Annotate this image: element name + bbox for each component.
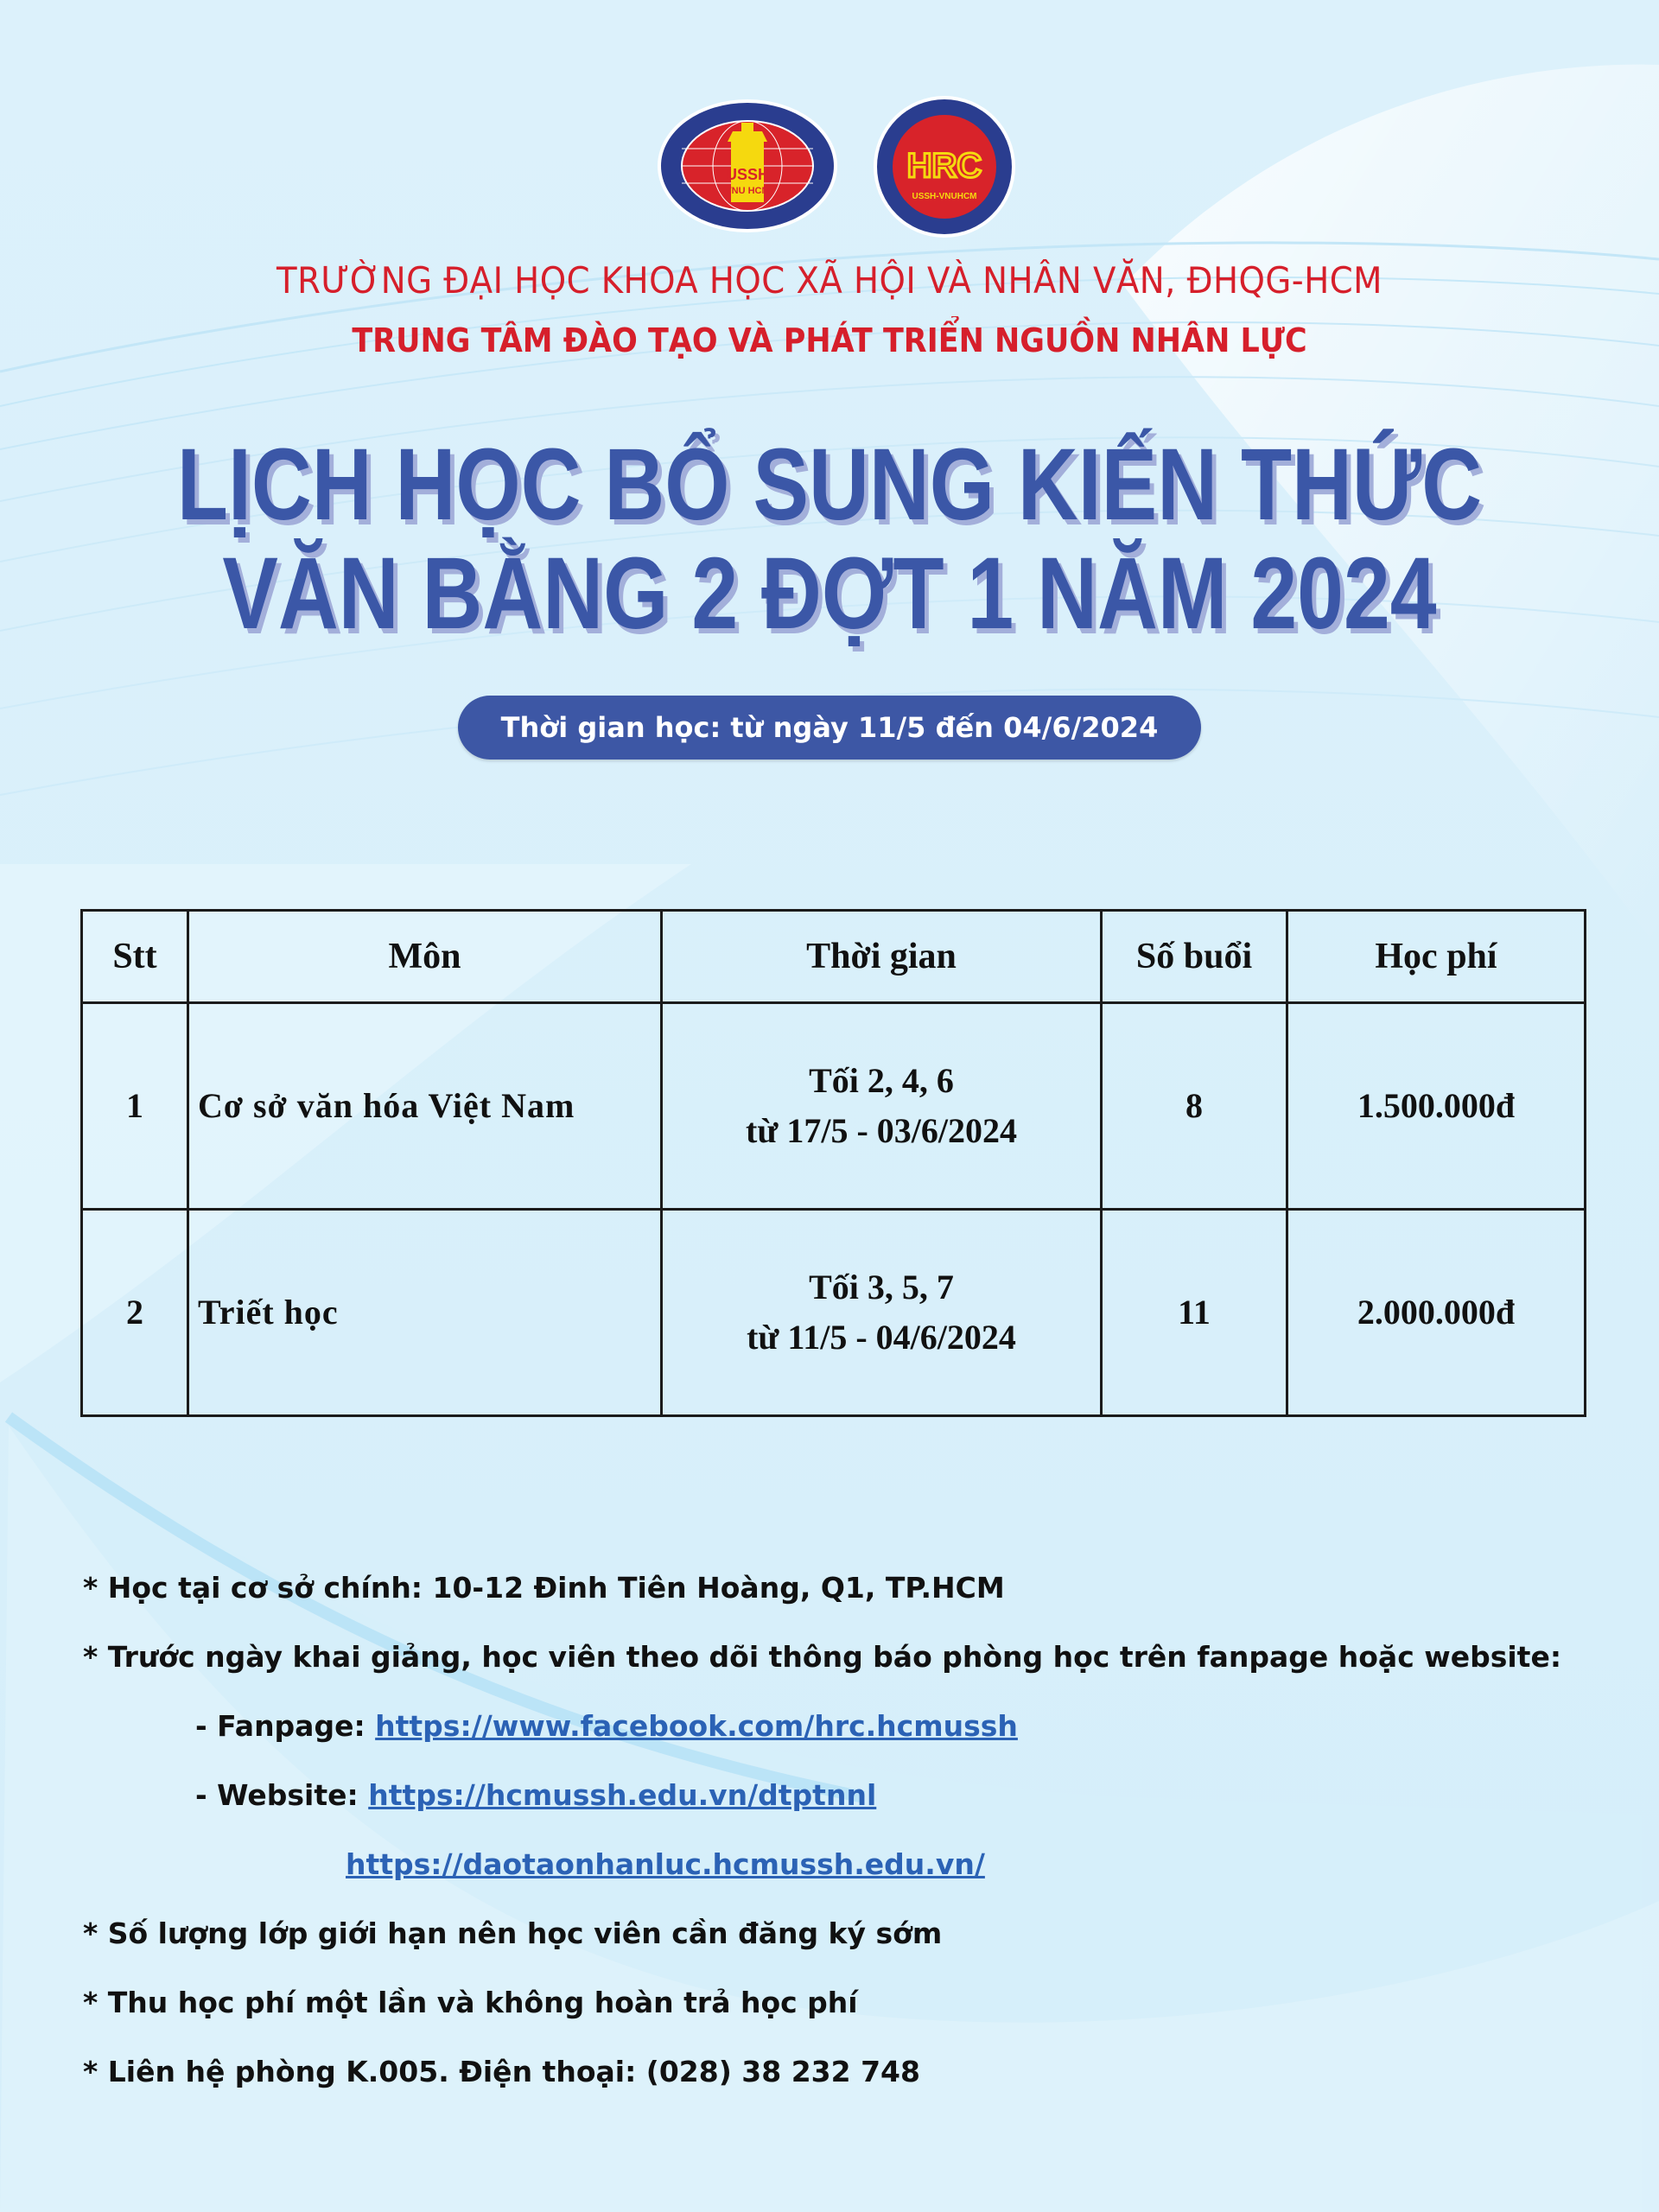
study-period-text: Thời gian học: từ ngày 11/5 đến 04/6/2024 (500, 711, 1159, 744)
fanpage-link[interactable]: https://www.facebook.com/hrc.hcmussh (375, 1709, 1018, 1743)
note-fee-policy: * Thu học phí một lần và không hoàn trả học phí (83, 1986, 858, 2019)
note-fanpage (195, 1709, 1018, 1743)
svg-text:USSH: USSH (725, 166, 770, 183)
cell-subject: Cơ sở văn hóa Việt Nam (188, 1003, 662, 1210)
university-name: TRƯỜNG ĐẠI HỌC KHOA HỌC XÃ HỘI VÀ NHÂN VĂN, ĐHQG-HCM (276, 259, 1382, 302)
svg-text:HRC: HRC (906, 147, 982, 185)
col-header-sessions: Số buổi (1102, 911, 1287, 1003)
study-period-badge (458, 696, 1201, 760)
note-website-2 (346, 1847, 985, 1881)
ussh-logo (655, 97, 840, 235)
svg-text:VNU HCM: VNU HCM (725, 186, 770, 196)
cell-subject: Triết học (188, 1210, 662, 1416)
cell-time (662, 1210, 1102, 1416)
cell-stt: 2 (82, 1210, 188, 1416)
hrc-logo (871, 95, 1018, 238)
table-row (82, 1003, 1586, 1210)
svg-text:USSH-VNUHCM: USSH-VNUHCM (912, 192, 977, 201)
cell-fee: 2.000.000đ (1287, 1210, 1586, 1416)
cell-sessions: 11 (1102, 1210, 1287, 1416)
page-title-line1: LỊCH HỌC BỔ SUNG KIẾN THỨC (176, 428, 1483, 542)
website-label: - Website: (195, 1778, 369, 1812)
note-contact: * Liên hệ phòng K.005. Điện thoại: (028) 38 232 748 (83, 2055, 920, 2088)
cell-stt: 1 (82, 1003, 188, 1210)
time-days: Tối 2, 4, 6 (809, 1061, 954, 1100)
note-website (195, 1778, 876, 1812)
note-follow: * Trước ngày khai giảng, học viên theo dõi thông báo phòng học trên fanpage hoặc website: (83, 1640, 1562, 1674)
time-days: Tối 3, 5, 7 (809, 1268, 954, 1306)
col-header-subject: Môn (188, 911, 662, 1003)
col-header-fee: Học phí (1287, 911, 1586, 1003)
cell-sessions: 8 (1102, 1003, 1287, 1210)
center-name: TRUNG TÂM ĐÀO TẠO VÀ PHÁT TRIỂN NGUỒN NHÂN LỰC (352, 321, 1307, 359)
cell-fee: 1.500.000đ (1287, 1003, 1586, 1210)
cell-time (662, 1003, 1102, 1210)
note-location: * Học tại cơ sở chính: 10-12 Đinh Tiên Hoàng, Q1, TP.HCM (83, 1571, 1005, 1605)
website-link-2[interactable]: https://daotaonhanluc.hcmussh.edu.vn/ (346, 1847, 985, 1881)
col-header-stt: Stt (82, 911, 188, 1003)
col-header-time: Thời gian (662, 911, 1102, 1003)
schedule-table (80, 909, 1586, 1417)
time-range: từ 17/5 - 03/6/2024 (746, 1111, 1017, 1150)
fanpage-label: - Fanpage: (195, 1709, 376, 1743)
table-row (82, 1210, 1586, 1416)
time-range: từ 11/5 - 04/6/2024 (747, 1318, 1016, 1357)
website-link-1[interactable]: https://hcmussh.edu.vn/dtptnnl (368, 1778, 877, 1812)
table-header-row (82, 911, 1586, 1003)
note-limited: * Số lượng lớp giới hạn nên học viên cần đăng ký sớm (83, 1916, 943, 1950)
page-title-line2: VĂN BẰNG 2 ĐỢT 1 NĂM 2024 (222, 537, 1437, 651)
